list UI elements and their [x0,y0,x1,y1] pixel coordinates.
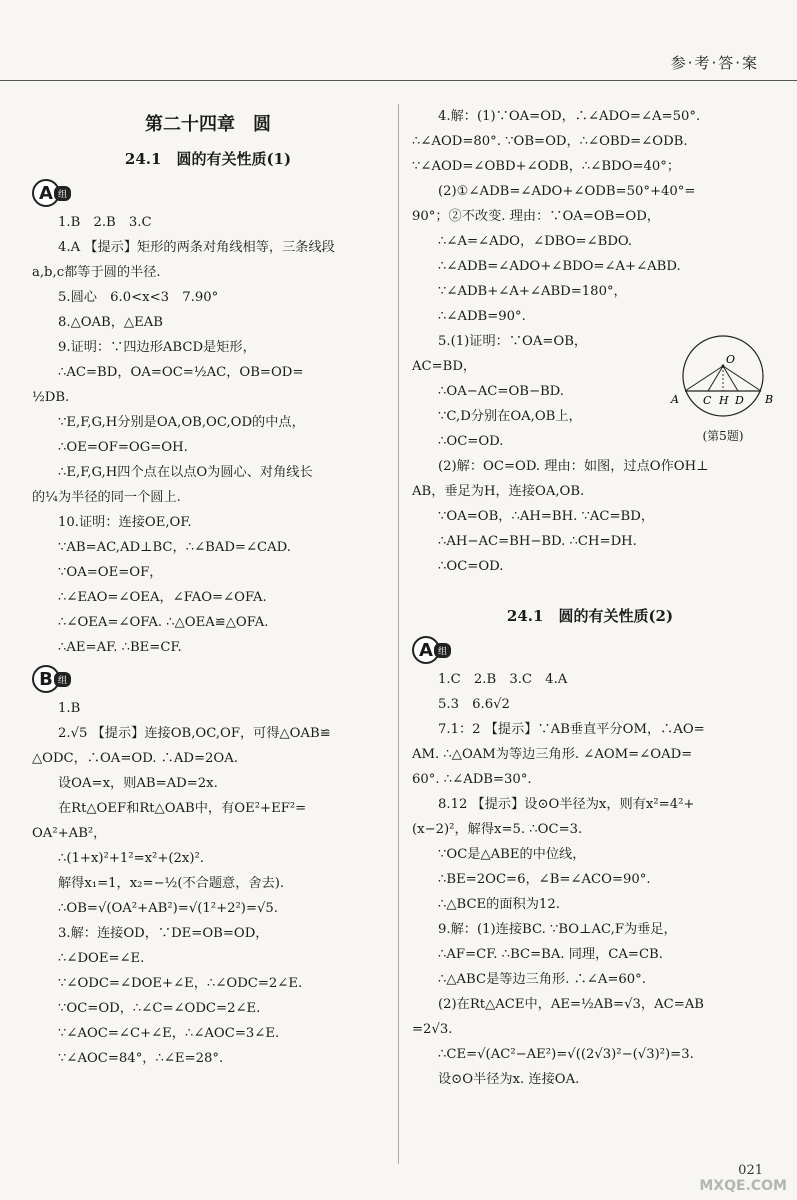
watermark-text: MXQE.COM [699,1178,787,1194]
badge-letter: A [412,636,440,664]
answer-line: AC=BD， [412,359,477,374]
answer-line: ∵∠AOD=∠OBD+∠ODB，∴∠BDO=40°； [412,159,681,174]
section-title-2: 24.1 圆的有关性质(2) [506,607,674,625]
group-a-answers [32,210,384,660]
answer-line: ∵∠ODC=∠DOE+∠E，∴∠ODC=2∠E. [58,976,303,991]
answer-line: 8.12 【提示】设⊙O半径为x，则有x²=4²+ [438,797,695,812]
label-a: A [671,393,679,406]
answer-line: 在Rt△OEF和Rt△OAB中，有OE²+EF²= [58,801,307,816]
answer-line: ∵∠ADB+∠A+∠ABD=180°， [438,284,627,299]
answer-line: ∴∠ADB=90°. [438,309,526,324]
answer-line: (2)①∠ADB=∠ADO+∠ODB=50°+40°= [438,184,696,199]
answer-line: ∴OA−AC=OB−BD. [438,384,564,399]
answer-line: ∴OC=OD. [438,434,504,449]
answer-line: ∴∠A=∠ADO，∠DBO=∠BDO. [438,234,633,249]
answer-line: (x−2)²，解得x=5. ∴OC=3. [412,822,583,837]
answer-line: 5.(1)证明：∵OA=OB， [438,334,588,349]
answer-line: ∵∠AOC=84°，∴∠E=28°. [58,1051,224,1066]
answer-line: ∴AH−AC=BH−BD. ∴CH=DH. [438,534,637,549]
answer-line: 8.△OAB，△EAB [58,315,163,330]
badge-tag: 组 [54,186,71,201]
answer-line: 10.证明：连接OE,OF. [58,515,192,530]
answer-line: ∵E,F,G,H分别是OA,OB,OC,OD的中点， [58,415,305,430]
answer-line: 9.解：(1)连接BC. ∵BO⊥AC,F为垂足， [438,922,677,937]
section-title-1: 24.1 圆的有关性质(1) [124,150,292,168]
label-c: C [703,394,712,407]
answer-line: ∴CE=√(AC²−AE²)=√((2√3)²−(√3)²)=3. [438,1047,694,1062]
label-b: B [765,393,774,406]
answer-line: ∵OA=OB，∴AH=BH. ∵AC=BD， [438,509,655,524]
group-a-badge [32,178,71,208]
answer-line: 1.B [58,701,81,716]
label-d: D [735,394,744,407]
answer-line: ∴∠OEA=∠OFA. ∴△OEA≌△OFA. [58,615,269,630]
badge-tag: 组 [54,672,71,687]
right-column [412,104,768,1092]
answer-line: △ODC，∴OA=OD. ∴AD=2OA. [32,751,238,766]
answer-line: ∴AC=BD，OA=OC=½AC，OB=OD= [58,365,304,380]
badge-letter: B [32,665,60,693]
answer-line: ∴∠ADB=∠ADO+∠BDO=∠A+∠ABD. [438,259,681,274]
answer-line: 4.解：(1)∵OA=OD，∴∠ADO=∠A=50°. [438,109,701,124]
left-column [32,104,384,1071]
answer-line: ∴OE=OF=OG=OH. [58,440,188,455]
answer-line: ∴(1+x)²+1²=x²+(2x)². [58,851,204,866]
answer-line: ∴△ABC是等边三角形. ∴∠A=60°. [438,972,646,987]
answer-line: 1.C 2.B 3.C 4.A [438,672,568,687]
page-header [0,42,797,82]
answer-line: ½DB. [32,390,70,405]
answer-line: (2)解：OC=OD. 理由：如图，过点O作OH⊥ [438,459,709,474]
answer-line: 的¼为半径的同一个圆上. [32,490,181,505]
answer-line: ∴BE=2OC=6，∠B=∠ACO=90°. [438,872,651,887]
answer-line: ∴△BCE的面积为12. [438,897,560,912]
group-b-badge [32,664,71,694]
group-b-answers [32,696,384,1071]
answer-line: 1.B 2.B 3.C [58,215,152,230]
answer-line: 90°；②不改变. 理由：∵OA=OB=OD， [412,209,660,224]
answer-line: 3.解：连接OD，∵DE=OB=OD， [58,926,269,941]
answer-line: ∴∠AOD=80°. ∵OB=OD，∴∠OBD=∠ODB. [412,134,688,149]
answer-line: 5.3 6.6√2 [438,697,510,712]
answer-line: 7.1：2 【提示】∵AB垂直平分OM，∴AO= [438,722,705,737]
right-bottom-answers [412,667,768,1092]
answer-line: 2.√5 【提示】连接OB,OC,OF，可得△OAB≌ [58,726,331,741]
answer-line: 60°. ∴∠ADB=30°. [412,772,532,787]
answer-line: ∴∠DOE=∠E. [58,951,145,966]
badge-letter: A [32,179,60,207]
answer-line: 5.圆心 6.0<x<3 7.90° [58,290,219,305]
label-o: O [726,353,736,366]
column-divider [398,104,399,1164]
answer-line: ∴OC=OD. [438,559,504,574]
answer-line: ∵C,D分别在OA,OB上， [438,409,582,424]
group-a-badge [412,635,451,665]
answer-line: ∴AE=AF. ∴BE=CF. [58,640,182,655]
badge-tag: 组 [434,643,451,658]
header-title: 参·考·答·案 [670,54,759,72]
answer-line: 4.A 【提示】矩形的两条对角线相等，三条线段 [58,240,335,255]
answer-line: AM. ∴△OAM为等边三角形. ∠AOM=∠OAD= [412,747,693,762]
answer-line: a,b,c都等于圆的半径. [32,265,161,280]
answer-line: AB，垂足为H，连接OA,OB. [412,484,585,499]
circle-diagram [668,333,778,423]
answer-line: 设⊙O半径为x. 连接OA. [438,1072,580,1087]
answer-line: ∴AF=CF. ∴BC=BA. 同理，CA=CB. [438,947,663,962]
answer-line: OA²+AB²， [32,826,107,841]
answer-line: ∵∠AOC=∠C+∠E，∴∠AOC=3∠E. [58,1026,280,1041]
problem-5-figure [668,333,778,444]
answer-line: ∵AB=AC,AD⊥BC，∴∠BAD=∠CAD. [58,540,291,555]
header-rule [0,80,797,81]
answer-line: (2)在Rt△ACE中，AE=½AB=√3，AC=AB [438,997,704,1012]
figure-caption: (第5题) [702,429,744,443]
answer-line: ∵OC是△ABE的中位线， [438,847,586,862]
chapter-title: 第二十四章 圆 [145,114,271,135]
answer-line: ∵OC=OD，∴∠C=∠ODC=2∠E. [58,1001,261,1016]
label-h: H [719,394,729,407]
answer-line: ∵OA=OE=OF， [58,565,163,580]
answer-line: =2√3. [412,1022,453,1037]
answer-line: 解得x₁=1，x₂=−½(不合题意，舍去). [58,876,285,891]
answer-line: ∴OB=√(OA²+AB²)=√(1²+2²)=√5. [58,901,278,916]
answer-line: 设OA=x，则AB=AD=2x. [58,776,218,791]
answer-line: ∴∠EAO=∠OEA，∠FAO=∠OFA. [58,590,267,605]
page-number: 021 [738,1163,763,1178]
answer-line: 9.证明：∵四边形ABCD是矩形， [58,340,256,355]
answer-line: ∴E,F,G,H四个点在以点O为圆心、对角线长 [58,465,313,480]
